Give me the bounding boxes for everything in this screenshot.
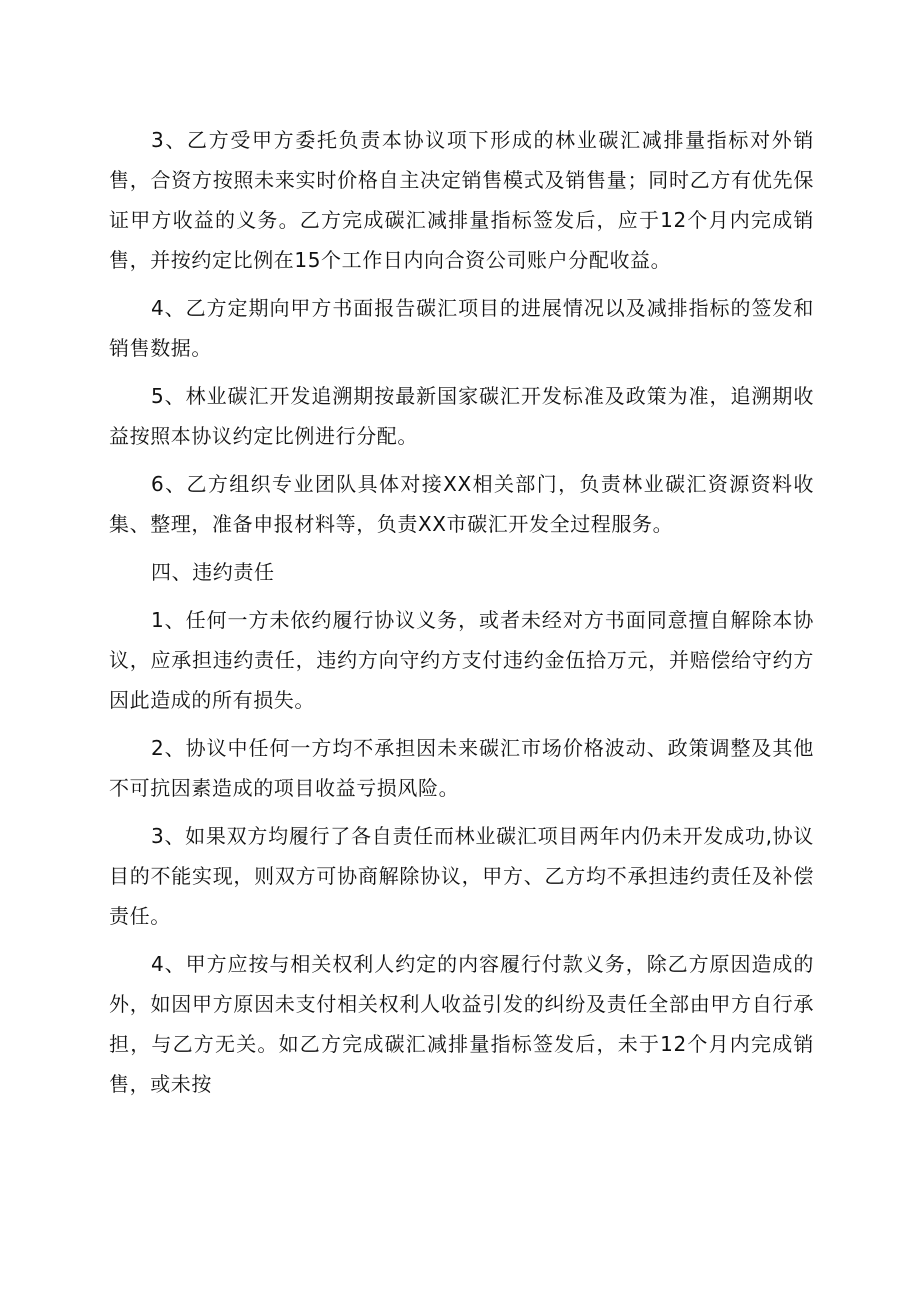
clause-6-team: 6、乙方组织专业团队具体对接XX相关部门，负责林业碳汇资源资料收集、整理，准备申报材料等，负责XX市碳汇开发全过程服务。 [109, 472, 814, 536]
liability-clause-3: 3、如果双方均履行了各自责任而林业碳汇项目两年内仍未开发成功,协议目的不能实现，则双方可协商解除协议，甲方、乙方均不承担违约责任及补偿责任。 [109, 824, 814, 928]
liability-clause-4: 4、甲方应按与相关权利人约定的内容履行付款义务，除乙方原因造成的外，如因甲方原因未支付相关权利人收益引发的纠纷及责任全部由甲方自行承担，与乙方无关。如乙方完成碳汇减排量指标签发后，未于12个月内完成销售，或未按 [109, 952, 814, 1096]
document-body [109, 120, 814, 1104]
liability-clause-1: 1、任何一方未依约履行协议义务，或者未经对方书面同意擅自解除本协议，应承担违约责任，违约方向守约方支付违约金伍拾万元，并赔偿给守约方因此造成的所有损失。 [109, 608, 814, 712]
clause-4-reporting: 4、乙方定期向甲方书面报告碳汇项目的进展情况以及减排指标的签发和销售数据。 [109, 296, 814, 360]
section-heading-liability: 四、违约责任 [151, 560, 275, 584]
clause-5-retroactive-period: 5、林业碳汇开发追溯期按最新国家碳汇开发标准及政策为准，追溯期收益按照本协议约定比例进行分配。 [109, 384, 814, 448]
clause-3-sales: 3、乙方受甲方委托负责本协议项下形成的林业碳汇减排量指标对外销售，合资方按照未来实时价格自主决定销售模式及销售量；同时乙方有优先保证甲方收益的义务。乙方完成碳汇减排量指标签发后，应于12个月内完成销售，并按约定比例在15个工作日内向合资公司账户分配收益。 [109, 128, 814, 272]
liability-clause-2: 2、协议中任何一方均不承担因未来碳汇市场价格波动、政策调整及其他不可抗因素造成的项目收益亏损风险。 [109, 736, 814, 800]
